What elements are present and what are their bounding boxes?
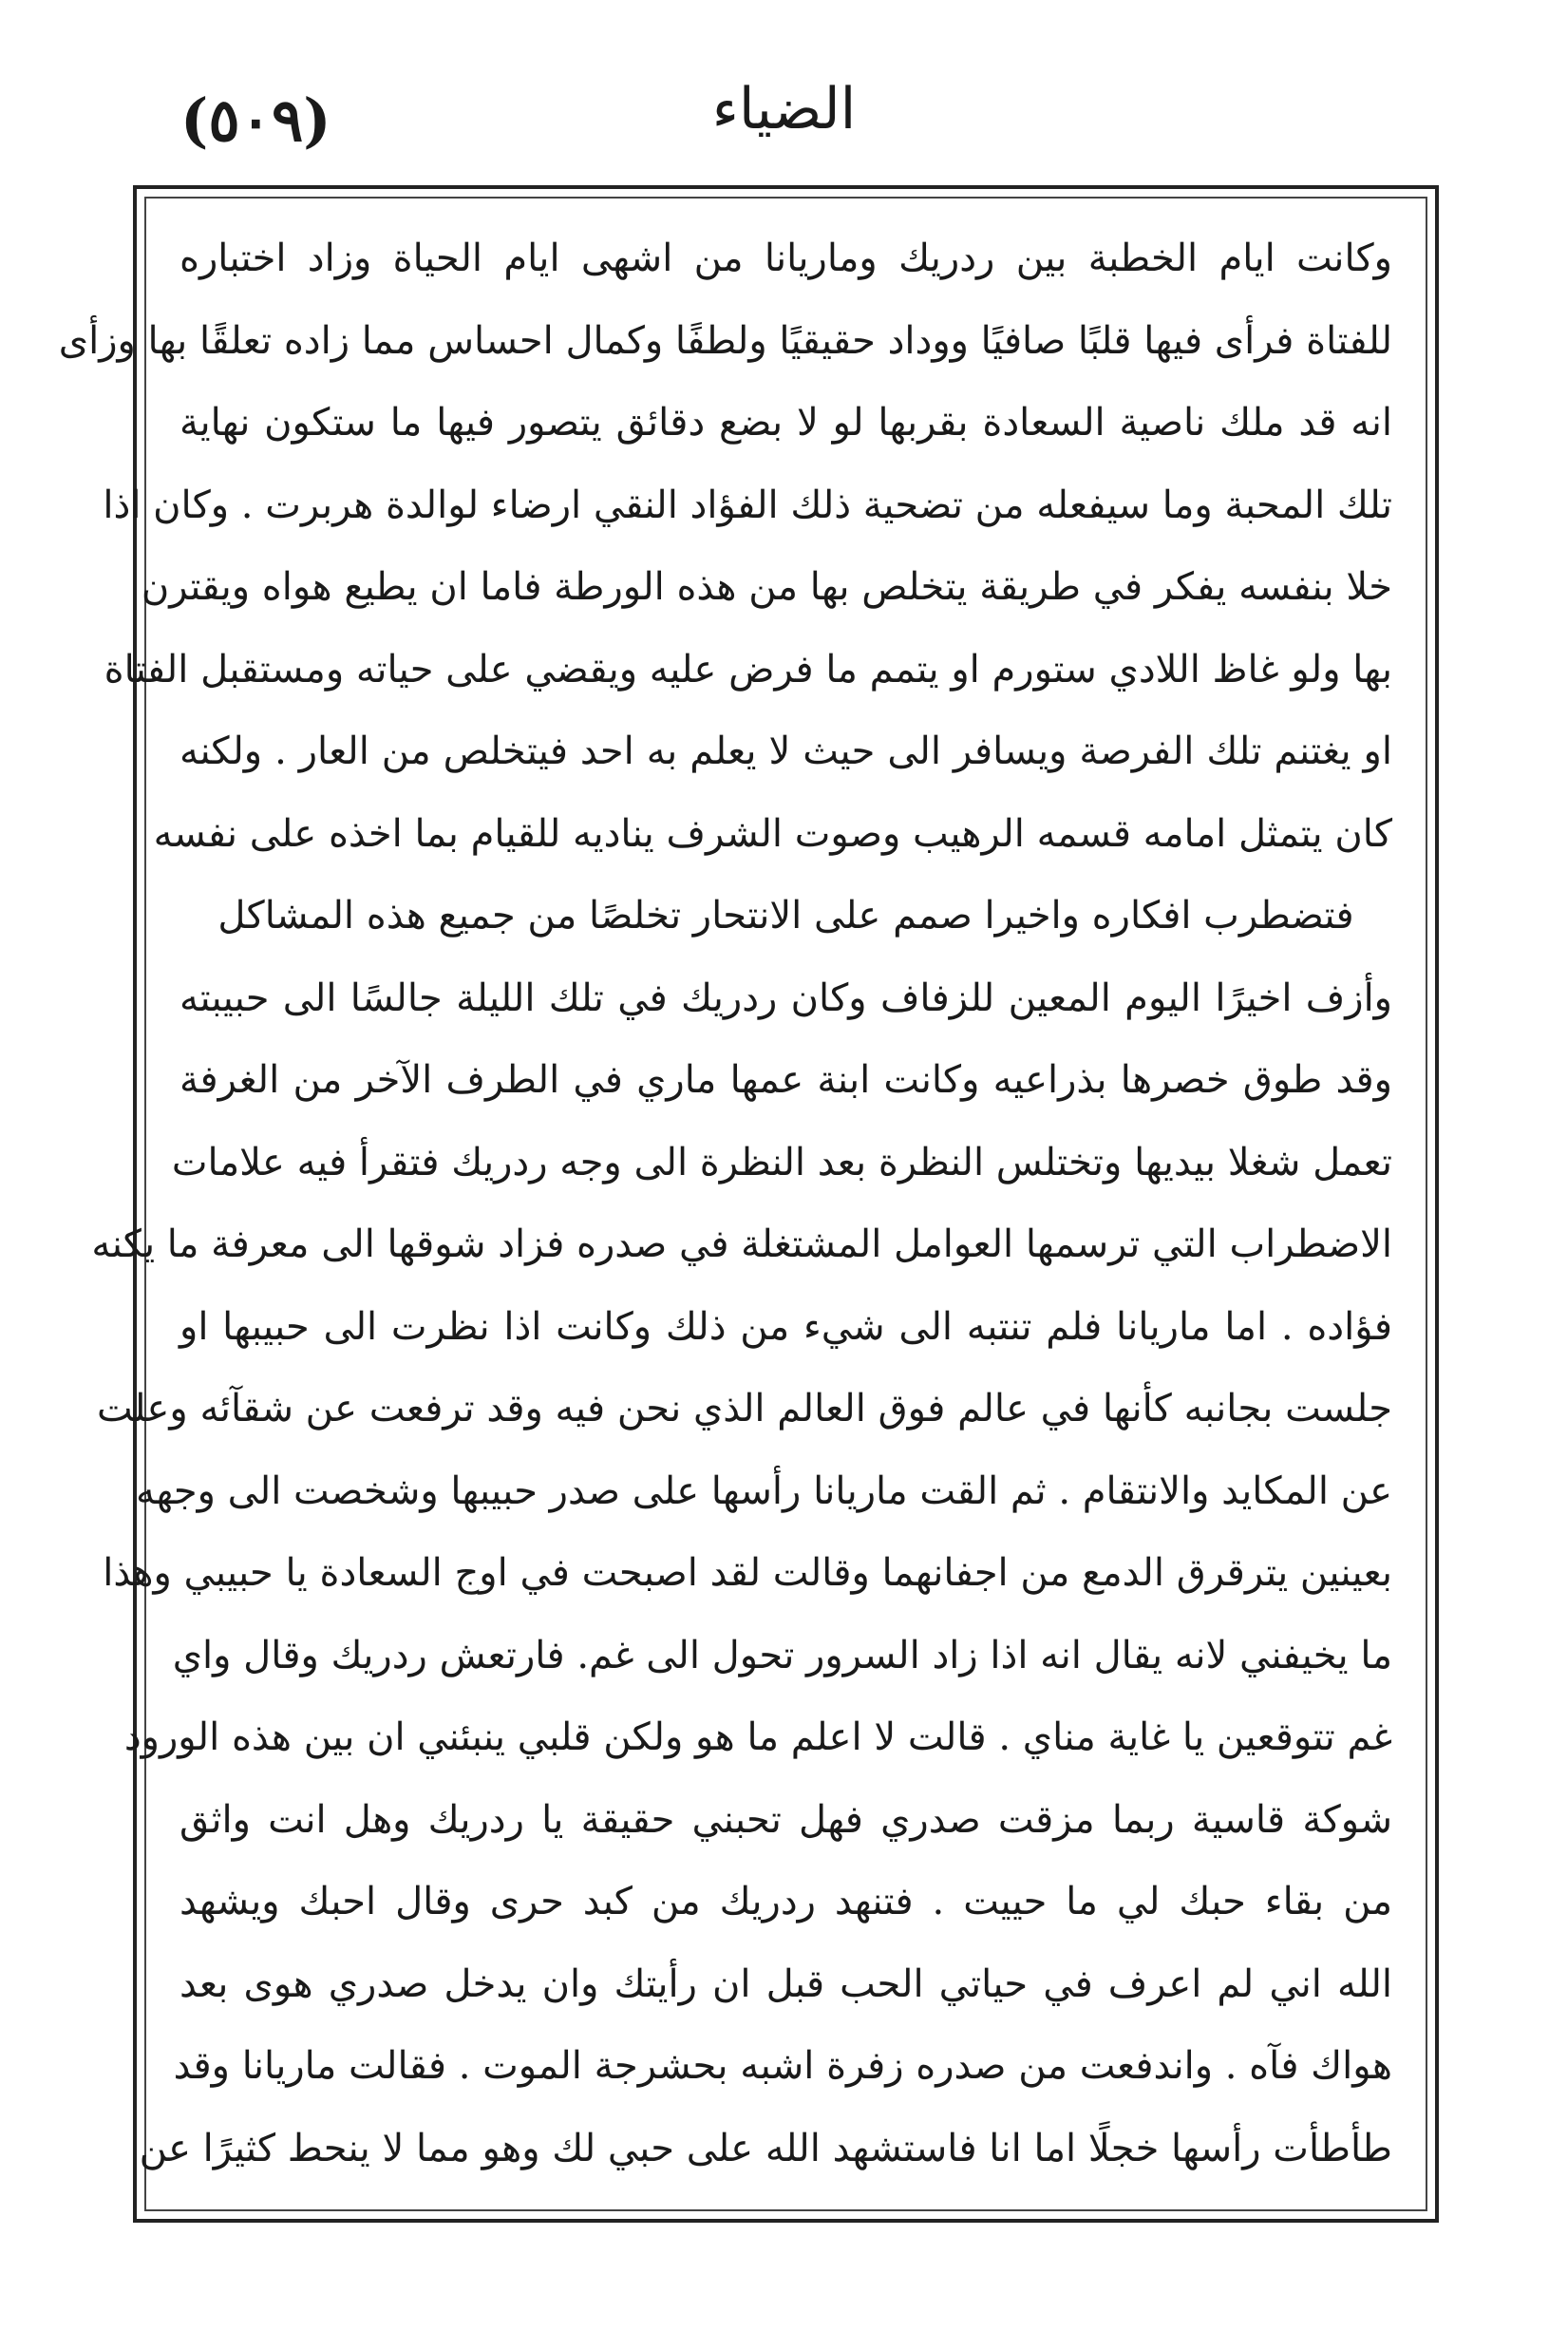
- page-number: (٥٠٩): [180, 85, 331, 155]
- journal-title: الضياء: [711, 76, 857, 142]
- text-line: فؤاده . اما ماريانا فلم تنتبه الى شيء من ذلك وكانت اذا نظرت الى حبيبها او: [179, 1304, 1392, 1349]
- paragraph-1: [58, 218, 1392, 957]
- text-line: فتضطرب افكاره واخيرا صمم على الانتحار تخلصًا من جميع هذه المشاكل: [217, 894, 1354, 938]
- text-line: تلك المحبة وما سيفعله من تضحية ذلك الفؤاد النقي ارضاء لوالدة هربرت . وكان اذا: [103, 483, 1392, 527]
- text-line: الله اني لم اعرف في حياتي الحب قبل ان رأيتك وان يدخل صدري هوى بعد: [179, 1961, 1392, 2006]
- page-header: [133, 76, 1435, 180]
- text-line: جلست بجانبه كأنها في عالم فوق العالم الذي نحن فيه وقد ترفعت عن شقآئه وعلت: [97, 1387, 1392, 1430]
- article-body: [58, 218, 1392, 2189]
- paragraph-2: [91, 957, 1392, 2190]
- text-line: انه قد ملك ناصية السعادة بقربها لو لا بضع دقائق يتصور فيها ما ستكون نهاية: [179, 401, 1392, 445]
- text-line: طأطأت رأسها خجلًا اما انا فاستشهد الله على حبي لك وهو مما لا ينحط كثيرًا عن: [139, 2126, 1392, 2170]
- text-line: هواك فآه . واندفعت من صدره زفرة اشبه بحشرجة الموت . فقالت ماريانا وقد: [173, 2044, 1392, 2088]
- text-line: عن المكايد والانتقام . ثم القت ماريانا رأسها على صدر حبيبها وشخصت الى وجهه: [136, 1468, 1392, 1513]
- text-line: بها ولو غاظ اللادي ستورم او يتمم ما فرض عليه ويقضي على حياته ومستقبل الفتاة: [104, 647, 1392, 691]
- text-line: من بقاء حبك لي ما حييت . فتنهد ردريك من كبد حرى وقال احبك ويشهد: [179, 1880, 1392, 1923]
- text-line: الاضطراب التي ترسمها العوامل المشتغلة في صدره فزاد شوقها الى معرفة ما يكنه: [91, 1222, 1392, 1266]
- text-line: وكانت ايام الخطبة بين ردريك وماريانا من اشهى ايام الحياة وزاد اختباره: [179, 237, 1392, 280]
- text-line: كان يتمثل امامه قسمه الرهيب وصوت الشرف يناديه للقيام بما اخذه على نفسه: [153, 811, 1392, 856]
- text-line: بعينين يترقرق الدمع من اجفانهما وقالت لقد اصبحت في اوج السعادة يا حبيبي وهذا: [103, 1551, 1392, 1595]
- text-line: تعمل شغلا بيديها وتختلس النظرة بعد النظرة الى وجه ردريك فتقرأ فيه علامات: [171, 1140, 1392, 1184]
- text-line: للفتاة فرأى فيها قلبًا صافيًا ووداد حقيقيًا ولطفًا وكمال احساس مما زاده تعلقًا بها وزأى: [58, 318, 1392, 363]
- text-line: غم تتوقعين يا غاية مناي . قالت لا اعلم ما هو ولكن قلبي ينبئني ان بين هذه الورود: [123, 1715, 1392, 1759]
- text-line: خلا بنفسه يفكر في طريقة يتخلص بها من هذه الورطة فاما ان يطيع هواه ويقترن: [141, 565, 1392, 609]
- text-line: وأزف اخيرًا اليوم المعين للزفاف وكان ردريك في تلك الليلة جالسًا الى حبيبته: [179, 976, 1392, 1020]
- text-line: وقد طوق خصرها بذراعيه وكانت ابنة عمها ماري في الطرف الآخر من الغرفة: [179, 1058, 1392, 1102]
- page-frame: [58, 185, 1439, 2223]
- text-line: شوكة قاسية ربما مزقت صدري فهل تحبني حقيقة يا ردريك وهل انت واثق: [179, 1797, 1392, 1842]
- text-line: او يغتنم تلك الفرصة ويسافر الى حيث لا يعلم به احد فيتخلص من العار . ولكنه: [179, 729, 1392, 773]
- text-line: ما يخيفني لانه يقال انه اذا زاد السرور تحول الى غم. فارتعش ردريك وقال واي: [172, 1633, 1392, 1677]
